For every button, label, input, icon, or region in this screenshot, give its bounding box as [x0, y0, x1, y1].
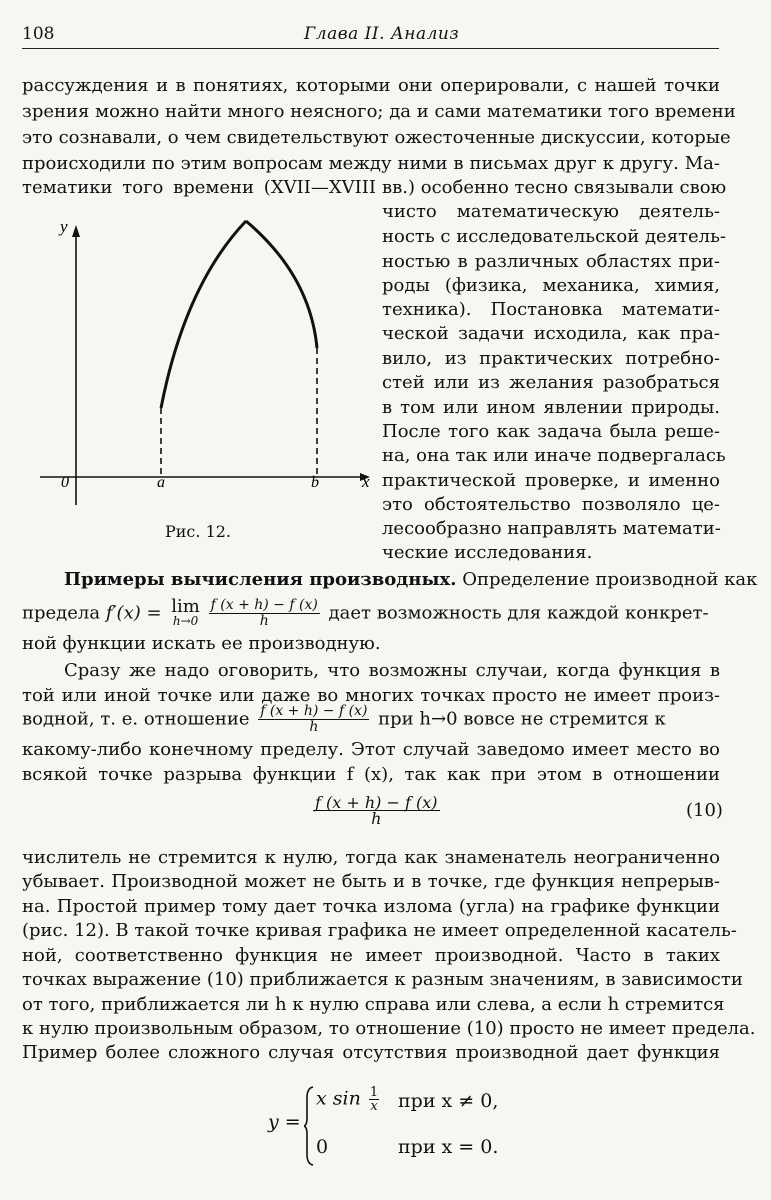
fraction-numerator: f (x + h) − f (x): [210, 597, 318, 613]
lim-subscript: h→0: [172, 613, 199, 628]
text-line: какому-либо конечному пределу. Этот случай заведомо имеет место во: [22, 739, 720, 760]
running-head: Глава II. Анализ: [304, 24, 460, 44]
function-lhs: y =: [268, 1111, 301, 1133]
fraction-denominator: h: [371, 809, 382, 828]
text-line: на, она так или иначе подвергалась: [382, 445, 726, 466]
x-axis-label: x: [362, 472, 370, 491]
text-span: при h→0 вовсе не стремится к: [378, 708, 666, 730]
lim-text: lim: [171, 595, 200, 617]
text-line: той или иной точке или даже во многих точках просто не имеет произ-: [22, 685, 720, 706]
fraction-numerator: f (x + h) − f (x): [260, 703, 368, 719]
text-line: чисто математическую деятель-: [382, 201, 720, 222]
text-line: стей или из желания разобраться: [382, 372, 720, 393]
case-2-condition: при x = 0.: [398, 1136, 499, 1158]
text-span: Определение производной как: [462, 569, 758, 590]
text-line: ной, соответственно функция не имеет производной. Часто в таких: [22, 945, 720, 966]
text-line: лесообразно направлять математи-: [382, 518, 721, 539]
text-span: дает возможность для каждой конкрет-: [328, 602, 709, 624]
text-line: рассуждения и в понятиях, которыми они оперировали, с нашей точки: [22, 75, 720, 96]
page-number: 108: [22, 24, 55, 44]
text-line: вв.) особенно тесно связывали свою: [382, 177, 727, 198]
page-header: [22, 22, 719, 49]
math-text: x sin: [316, 1087, 361, 1110]
text-line: всякой точке разрыва функции f (x), так как при этом в отношении: [22, 764, 720, 785]
case-1-condition: при x ≠ 0,: [398, 1090, 499, 1112]
text-line: зрения можно найти много неясного; да и сами математики того времени: [22, 101, 736, 122]
ratio-line: [22, 704, 720, 736]
curve-left-branch: [161, 221, 246, 408]
difference-quotient: [209, 598, 320, 629]
equation-number: (10): [686, 800, 723, 821]
text-line: на. Простой пример тому дает точка излома (угла) на графике функции: [22, 896, 720, 917]
text-line: роды (физика, механика, химия,: [382, 275, 720, 296]
left-brace: [304, 1086, 314, 1166]
text-line: (рис. 12). В такой точке кривая графика не имеет определенной касатель-: [22, 920, 737, 941]
limit-operator: [171, 595, 200, 628]
y-axis-label: y: [60, 217, 68, 236]
text-line: Пример более сложного случая отсутствия производной дает функция: [22, 1042, 720, 1063]
text-line: техника). Постановка математи-: [382, 299, 720, 320]
point-a-label: a: [157, 474, 165, 491]
text-line: это сознавали, о чем свидетельствуют ожесточенные дискуссии, которые: [22, 127, 731, 148]
text-line: числитель не стремится к нулю, тогда как знаменатель неограниченно: [22, 847, 720, 868]
case-1-expression: [316, 1086, 381, 1113]
figure-caption: Рис. 12.: [165, 522, 232, 541]
text-line: ность с исследовательской деятель-: [382, 226, 726, 247]
text-span: предела: [22, 602, 101, 624]
text-line: После того как задача была реше-: [382, 421, 720, 442]
text-line: практической проверке, и именно: [382, 470, 720, 491]
one-over-x: [369, 1086, 379, 1113]
text-line: Сразу же надо оговорить, что возможны случаи, когда функция в: [64, 660, 720, 681]
derivative-definition-line: [22, 595, 720, 634]
text-line: точках выражение (10) приближается к разным значениям, в зависимости: [22, 969, 743, 990]
curve-right-branch: [246, 221, 317, 348]
text-line: ностью в различных областях при-: [382, 251, 720, 272]
fraction-denominator: x: [370, 1099, 378, 1114]
text-line: вило, из практических потребно-: [382, 348, 720, 369]
text-line: ной функции искать ее производную.: [22, 633, 381, 654]
fraction-numerator: f (x + h) − f (x): [315, 793, 438, 812]
text-line: ческой задачи исходила, как пра-: [382, 323, 720, 344]
text-line: в том или ином явлении природы.: [382, 397, 720, 418]
math-fprime: f′(x) =: [105, 602, 162, 624]
text-line: от того, приближается ли h к нулю справа или слева, а если h стремится: [22, 994, 725, 1015]
text-line: ческие исследования.: [382, 542, 593, 563]
fraction-numerator: 1: [369, 1085, 379, 1100]
section-heading: Примеры вычисления производных.: [64, 569, 457, 590]
case-2-value: 0: [316, 1136, 329, 1158]
y-axis-arrow: [72, 225, 80, 237]
fraction-denominator: h: [309, 719, 319, 735]
text-line: к нулю произвольным образом, то отношение (10) просто не имеет предела.: [22, 1018, 756, 1039]
text-line: это обстоятельство позволяло це-: [382, 494, 720, 515]
text-span: водной, т. е. отношение: [22, 708, 250, 730]
text-line: тематики того времени (XVII—XVIII: [22, 177, 376, 198]
fraction-denominator: h: [259, 613, 269, 629]
difference-quotient: [258, 704, 369, 735]
figure-12-graph: [30, 215, 375, 515]
text-line: происходили по этим вопросам между ними в письмах друг к другу. Ма-: [22, 153, 720, 174]
text-line: [64, 568, 758, 592]
text-line: убывает. Производной может не быть и в точке, где функция непрерыв-: [22, 871, 720, 892]
point-b-label: b: [311, 474, 319, 491]
equation-10: [313, 795, 440, 826]
origin-label: 0: [61, 474, 69, 491]
